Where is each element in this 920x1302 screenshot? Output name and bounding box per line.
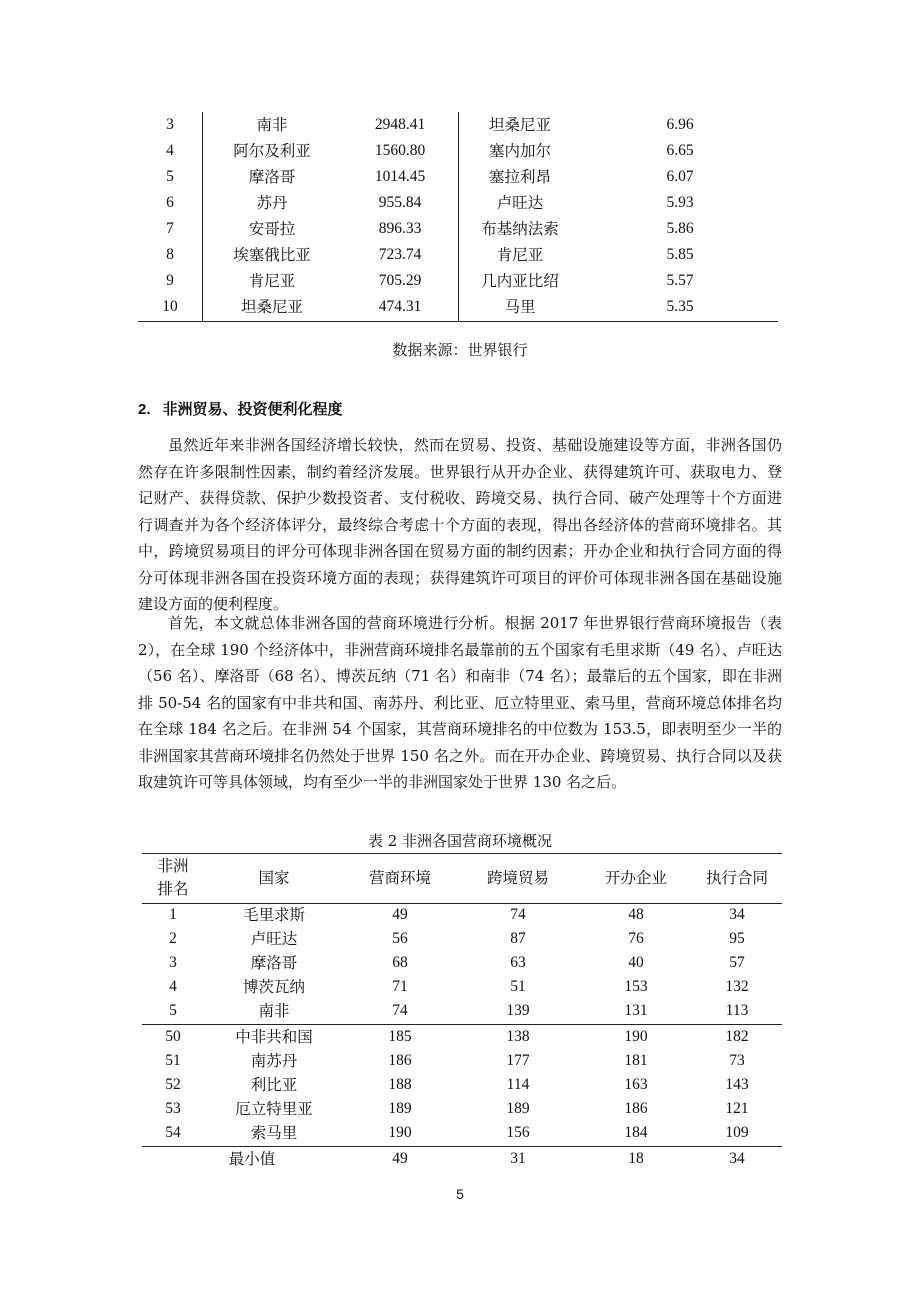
header-rank-line1: 非洲 bbox=[157, 857, 189, 875]
value-cell: 723.74 bbox=[378, 246, 422, 263]
startup-cell: 131 bbox=[624, 1002, 648, 1019]
country-cell: 南非 bbox=[258, 1002, 290, 1020]
table2-top-rule bbox=[142, 853, 782, 854]
country-cell: 坦桑尼亚 bbox=[240, 298, 303, 316]
startup-cell: 153 bbox=[624, 978, 648, 995]
table-row bbox=[138, 190, 778, 216]
country-cell: 毛里求斯 bbox=[242, 906, 305, 924]
value-cell: 6.96 bbox=[666, 116, 694, 133]
country-cell: 利比亚 bbox=[250, 1076, 298, 1094]
rank-cell: 51 bbox=[165, 1052, 181, 1069]
value-cell: 5.86 bbox=[666, 220, 694, 237]
rank-cell: 5 bbox=[169, 1002, 177, 1019]
contract-cell: 143 bbox=[725, 1076, 749, 1093]
country-cell: 卢旺达 bbox=[250, 930, 298, 948]
header-business: 营商环境 bbox=[368, 869, 431, 887]
country-cell: 安哥拉 bbox=[248, 220, 296, 238]
business-environment-table bbox=[142, 853, 782, 1173]
trade-cell: 138 bbox=[506, 1028, 530, 1045]
trade-cell: 63 bbox=[510, 954, 526, 971]
country-cell: 塞内加尔 bbox=[488, 142, 551, 160]
contract-cell: 95 bbox=[729, 930, 745, 947]
contract-cell: 109 bbox=[725, 1124, 749, 1141]
gdp-table-continued bbox=[138, 112, 778, 322]
country-cell: 塞拉利昂 bbox=[488, 168, 551, 186]
startup-cell: 186 bbox=[624, 1100, 648, 1117]
business-cell: 185 bbox=[388, 1028, 412, 1045]
country-cell: 厄立特里亚 bbox=[235, 1100, 313, 1118]
value-cell: 1560.80 bbox=[374, 142, 426, 159]
rank-cell: 50 bbox=[165, 1028, 181, 1045]
startup-cell: 48 bbox=[628, 906, 644, 923]
startup-cell: 184 bbox=[624, 1124, 648, 1141]
trade-cell: 139 bbox=[506, 1002, 530, 1019]
table-row bbox=[142, 1049, 782, 1073]
trade-cell: 31 bbox=[510, 1150, 526, 1167]
country-cell: 索马里 bbox=[250, 1124, 298, 1142]
value-cell: 5.93 bbox=[666, 194, 694, 211]
rank-cell: 4 bbox=[166, 142, 174, 159]
table-row bbox=[142, 975, 782, 999]
business-cell: 74 bbox=[392, 1002, 408, 1019]
rank-cell: 3 bbox=[166, 116, 174, 133]
trade-cell: 87 bbox=[510, 930, 526, 947]
contract-cell: 121 bbox=[725, 1100, 749, 1117]
rank-cell: 2 bbox=[169, 930, 177, 947]
country-cell: 埃塞俄比亚 bbox=[233, 246, 311, 264]
table-row bbox=[138, 242, 778, 268]
country-cell: 南苏丹 bbox=[250, 1052, 298, 1070]
country-cell: 几内亚比绍 bbox=[481, 272, 559, 290]
body-paragraph: 首先，本文就总体非洲各国的营商环境进行分析。根据 2017 年世界银行营商环境报告（表 2），在全球 190 个经济体中，非洲营商环境排名最靠前的五个国家有毛里求斯（49 名）、卢旺达（56 名）、摩洛哥（68 名）、博茨瓦纳（71 名）和南非（74 名）；最靠后的五个国家，即在非洲排 50-54 名的国家有中非共和国、南苏丹、利比亚、厄立特里亚、索马里，营商环境总体排名均在全球 184 名之后。在非洲 54 个国家，其营商环境排名的中位数为 153.5，即表明至少一半的非洲国家其营商环境排名仍然处于世界 150 名之外。而在开办企业、跨境贸易、执行合同以及获取建筑许可等具体领域，均有至少一半的非洲国家处于世界 130 名之后。 bbox=[138, 614, 782, 791]
value-cell: 6.65 bbox=[666, 142, 694, 159]
trade-cell: 156 bbox=[506, 1124, 530, 1141]
country-cell: 南非 bbox=[256, 116, 288, 134]
business-cell: 49 bbox=[392, 1150, 408, 1167]
business-cell: 71 bbox=[392, 978, 408, 995]
country-cell: 阿尔及利亚 bbox=[233, 142, 311, 160]
table-row bbox=[142, 1025, 782, 1049]
value-cell: 5.85 bbox=[666, 246, 694, 263]
trade-cell: 189 bbox=[506, 1100, 530, 1117]
rank-cell: 6 bbox=[166, 194, 174, 211]
data-source-note: 数据来源：世界银行 bbox=[392, 341, 528, 359]
table-row-minimum bbox=[142, 1147, 782, 1171]
table-row bbox=[138, 138, 778, 164]
section-heading bbox=[138, 398, 343, 421]
rank-cell: 1 bbox=[169, 906, 177, 923]
value-cell: 705.29 bbox=[378, 272, 422, 289]
rank-cell: 4 bbox=[169, 978, 177, 995]
contract-cell: 34 bbox=[729, 1150, 745, 1167]
country-cell: 中非共和国 bbox=[235, 1028, 313, 1046]
business-cell: 49 bbox=[392, 906, 408, 923]
rank-cell: 9 bbox=[166, 272, 174, 289]
country-cell: 苏丹 bbox=[256, 194, 288, 212]
rank-cell: 7 bbox=[166, 220, 174, 237]
table1-bottom-rule bbox=[138, 321, 778, 322]
country-cell: 卢旺达 bbox=[496, 194, 544, 212]
table-row bbox=[142, 927, 782, 951]
trade-cell: 114 bbox=[506, 1076, 530, 1093]
section-title: 非洲贸易、投资便利化程度 bbox=[162, 400, 343, 418]
rank-cell: 5 bbox=[166, 168, 174, 185]
trade-cell: 74 bbox=[510, 906, 526, 923]
contract-cell: 132 bbox=[725, 978, 749, 995]
table-row bbox=[142, 903, 782, 927]
body-paragraph: 虽然近年来非洲各国经济增长较快，然而在贸易、投资、基础设施建设等方面，非洲各国仍然存在许多限制性因素，制约着经济发展。世界银行从开办企业、获得建筑许可、获取电力、登记财产、获得贷款、保护少数投资者、支付税收、跨境交易、执行合同、破产处理等十个方面进行调查并为各个经济体评分，最终综合考虑十个方面的表现，得出各经济体的营商环境排名。其中，跨境贸易项目的评分可体现非洲各国在贸易方面的制约因素；开办企业和执行合同方面的得分可体现非洲各国在投资环境方面的表现；获得建筑许可项目的评价可体现非洲各国在基础设施建设方面的便利程度。 bbox=[138, 436, 782, 613]
contract-cell: 34 bbox=[729, 906, 745, 923]
country-cell: 摩洛哥 bbox=[250, 954, 298, 972]
table-row bbox=[138, 294, 778, 320]
table-row bbox=[138, 112, 778, 138]
rank-cell: 53 bbox=[165, 1100, 181, 1117]
country-cell: 坦桑尼亚 bbox=[488, 116, 551, 134]
value-cell: 474.31 bbox=[378, 298, 422, 315]
business-cell: 186 bbox=[388, 1052, 412, 1069]
value-cell: 5.57 bbox=[666, 272, 694, 289]
business-cell: 56 bbox=[392, 930, 408, 947]
value-cell: 1014.45 bbox=[374, 168, 426, 185]
value-cell: 5.35 bbox=[666, 298, 694, 315]
value-cell: 6.07 bbox=[666, 168, 694, 185]
rank-cell: 3 bbox=[169, 954, 177, 971]
contract-cell: 57 bbox=[729, 954, 745, 971]
country-cell: 博茨瓦纳 bbox=[242, 978, 305, 996]
table-caption: 表 2 非洲各国营商环境概况 bbox=[367, 832, 553, 850]
country-cell: 布基纳法索 bbox=[481, 220, 559, 238]
country-cell: 马里 bbox=[504, 298, 536, 316]
value-cell: 2948.41 bbox=[374, 116, 426, 133]
table-row bbox=[142, 951, 782, 975]
startup-cell: 190 bbox=[624, 1028, 648, 1045]
table-row bbox=[142, 1097, 782, 1121]
value-cell: 955.84 bbox=[378, 194, 422, 211]
minimum-label: 最小值 bbox=[228, 1150, 276, 1168]
country-cell: 肯尼亚 bbox=[248, 272, 296, 290]
business-cell: 190 bbox=[388, 1124, 412, 1141]
table-row bbox=[138, 216, 778, 242]
table-row bbox=[142, 999, 782, 1023]
section-number: 2. bbox=[138, 401, 151, 418]
startup-cell: 18 bbox=[628, 1150, 644, 1167]
country-cell: 肯尼亚 bbox=[496, 246, 544, 264]
header-trade: 跨境贸易 bbox=[486, 869, 549, 887]
country-cell: 摩洛哥 bbox=[248, 168, 296, 186]
header-rank bbox=[142, 855, 204, 901]
rank-cell: 54 bbox=[165, 1124, 181, 1141]
table-row bbox=[142, 1073, 782, 1097]
table-row bbox=[142, 1121, 782, 1145]
startup-cell: 40 bbox=[628, 954, 644, 971]
header-startup: 开办企业 bbox=[604, 869, 667, 887]
header-rank-line2: 排名 bbox=[157, 880, 189, 898]
contract-cell: 182 bbox=[725, 1028, 749, 1045]
header-contract: 执行合同 bbox=[705, 869, 768, 887]
header-country: 国家 bbox=[258, 869, 290, 887]
rank-cell: 10 bbox=[162, 298, 178, 315]
trade-cell: 177 bbox=[506, 1052, 530, 1069]
business-cell: 68 bbox=[392, 954, 408, 971]
rank-cell: 52 bbox=[165, 1076, 181, 1093]
contract-cell: 73 bbox=[729, 1052, 745, 1069]
page-number: 5 bbox=[456, 1186, 464, 1202]
rank-cell: 8 bbox=[166, 246, 174, 263]
startup-cell: 163 bbox=[624, 1076, 648, 1093]
value-cell: 896.33 bbox=[378, 220, 422, 237]
contract-cell: 113 bbox=[725, 1002, 749, 1019]
business-cell: 188 bbox=[388, 1076, 412, 1093]
table-row bbox=[138, 268, 778, 294]
business-cell: 189 bbox=[388, 1100, 412, 1117]
startup-cell: 76 bbox=[628, 930, 644, 947]
startup-cell: 181 bbox=[624, 1052, 648, 1069]
trade-cell: 51 bbox=[510, 978, 526, 995]
table-row bbox=[138, 164, 778, 190]
